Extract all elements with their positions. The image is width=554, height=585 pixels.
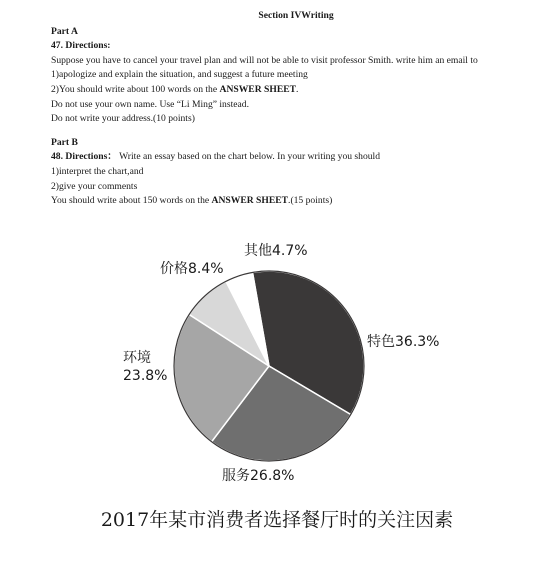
slice-label: 服务26.8% xyxy=(222,468,295,484)
part-b-word-count-pre: You should write about 150 words on the xyxy=(51,195,212,207)
part-b-question-text: Write an essay based on the chart below. In your writing you should xyxy=(116,151,381,163)
part-a-address-line: Do not write your address.(10 points) xyxy=(51,113,195,125)
part-b-line-1: 1)interpret the chart,and xyxy=(51,165,144,177)
chart-title: 2017年某市消费者选择餐厅时的关注因素 xyxy=(100,509,454,531)
part-b-question: 48. Directions： xyxy=(51,151,117,163)
slice-label: 特色36.3% xyxy=(367,334,440,350)
directions-text xyxy=(51,9,541,209)
part-a-heading: Part A xyxy=(51,25,78,37)
part-a-question: 47. Directions: xyxy=(51,40,111,52)
part-b-word-count-post: .(15 points) xyxy=(288,195,333,207)
part-a-name-line: Do not use your own name. Use “Li Ming” instead. xyxy=(51,98,249,110)
slice-label: 环境 xyxy=(123,350,151,366)
part-a-line-2: 1)apologize and explain the situation, and suggest a future meeting xyxy=(51,69,308,81)
slice-label: 价格8.4% xyxy=(160,261,224,277)
part-a-line-1: Suppose you have to cancel your travel plan and will not be able to visit professor Smith. write him an email to xyxy=(51,54,478,66)
part-b-word-count-line xyxy=(51,194,541,209)
slice-label: 其他4.7% xyxy=(244,243,308,259)
part-b-answer-sheet: ANSWER SHEET xyxy=(211,195,289,207)
part-a-word-count-pre: 2)You should write about 100 words on the xyxy=(51,83,220,95)
part-a-word-count-post: . xyxy=(296,83,299,95)
part-b-heading: Part B xyxy=(51,136,78,148)
section-title: Section IVWriting xyxy=(258,10,334,21)
pie-chart xyxy=(0,226,554,496)
part-a-word-count-line xyxy=(51,83,541,98)
part-b-question-line xyxy=(51,150,541,165)
part-b-line-2: 2)give your comments xyxy=(51,180,138,192)
part-a-answer-sheet: ANSWER SHEET xyxy=(219,83,297,95)
slice-label: 23.8% xyxy=(123,368,168,384)
